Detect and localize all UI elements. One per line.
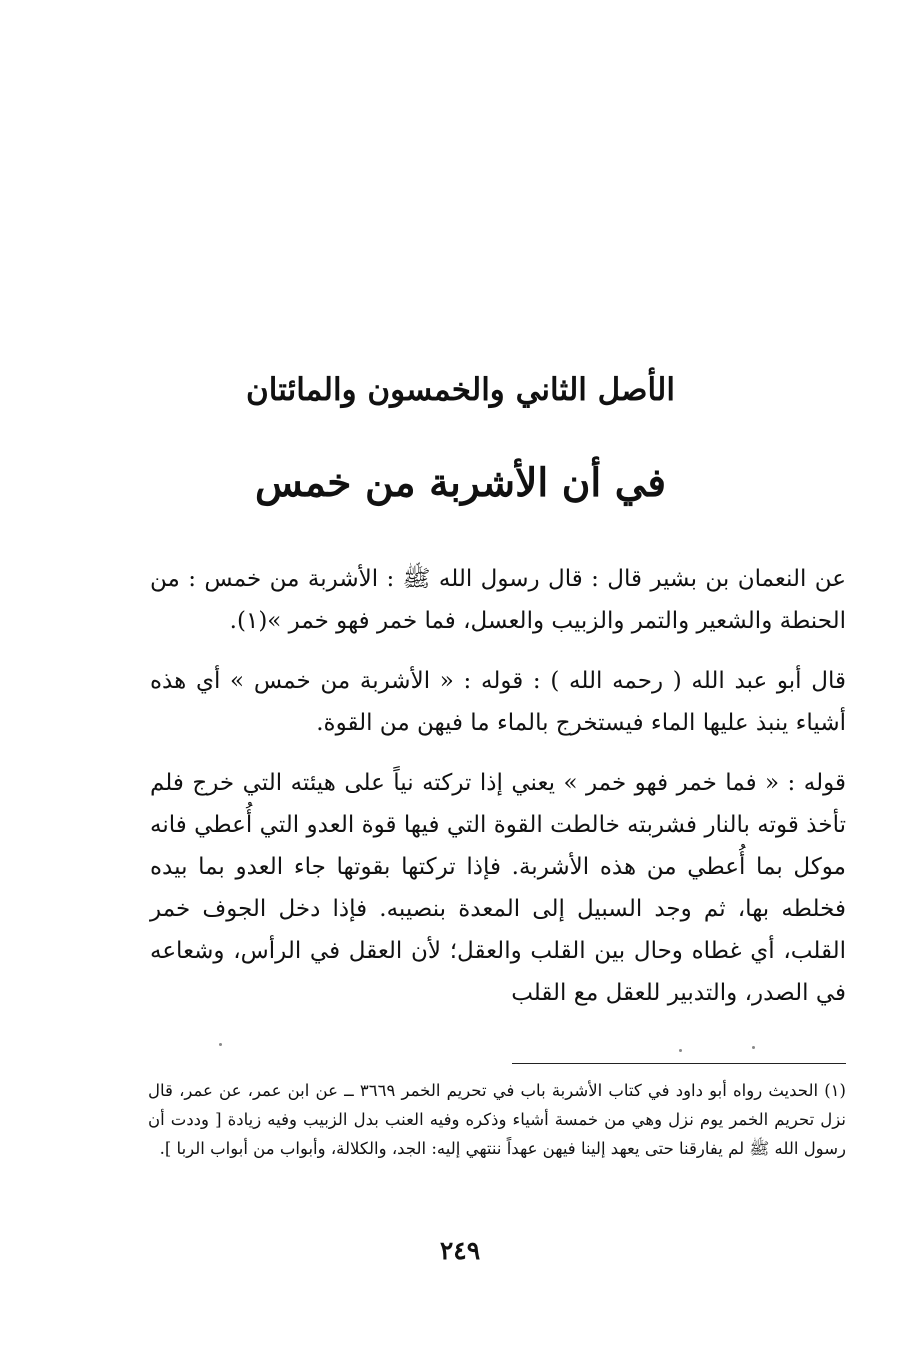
scan-speck bbox=[752, 1046, 755, 1049]
footnote-separator bbox=[512, 1063, 846, 1064]
chapter-subtitle: في أن الأشربة من خمس bbox=[255, 460, 666, 506]
page-number: ٢٤٩ bbox=[439, 1236, 481, 1265]
footnote: (١) الحديث رواه أبو داود في كتاب الأشربة باب في تحريم الخمر ٣٦٦٩ ــ عن ابن عمر، عن عمر، قال نزل تحريم الخمر يوم نزل وهي من خمسة أشياء وذكره وفيه العنب بدل الزبيب وفيه زيادة [ وددت أن رسول الله ﷺ لم يفارقنا حتى يعهد إلينا فيهن عهداً ننتهي إليه: الجد، والكلالة، وأبواب من أبواب الربا ]. bbox=[148, 1081, 846, 1158]
hadith-paragraph: عن النعمان بن بشير قال : قال رسول الله ﷺ : الأشربة من خمس : من الحنطة والشعير والتمر والزبيب والعسل، فما خمر فهو خمر »(١). bbox=[150, 566, 846, 634]
commentary-paragraph-2: قوله : « فما خمر فهو خمر » يعني إذا تركته نياً على هيئته التي خرج فلم تأخذ قوته بالنار فشربته خالطت القوة التي فيها قوة العدو التي أُعطي فانه موكل بما أُعطي من هذه الأشربة. فإذا تركتها بقوتها جاء العدو بما بيده فخلطه بها، ثم وجد السبيل إلى المعدة بنصيبه. فإذا دخل الجوف خمر القلب، أي غطاه وحال بين القلب والعقل؛ لأن العقل في الرأس، وشعاعه في الصدر، والتدبير للعقل مع القلب bbox=[150, 770, 846, 1006]
scan-speck bbox=[219, 1043, 222, 1046]
chapter-title: الأصل الثاني والخمسون والمائتان bbox=[246, 372, 675, 408]
commentary-paragraph-1: قال أبو عبد الله ( رحمه الله ) : قوله : « الأشربة من خمس » أي هذه أشياء ينبذ عليها الماء فيستخرج بالماء ما فيهن من القوة. bbox=[150, 668, 846, 736]
scan-speck bbox=[679, 1049, 682, 1052]
